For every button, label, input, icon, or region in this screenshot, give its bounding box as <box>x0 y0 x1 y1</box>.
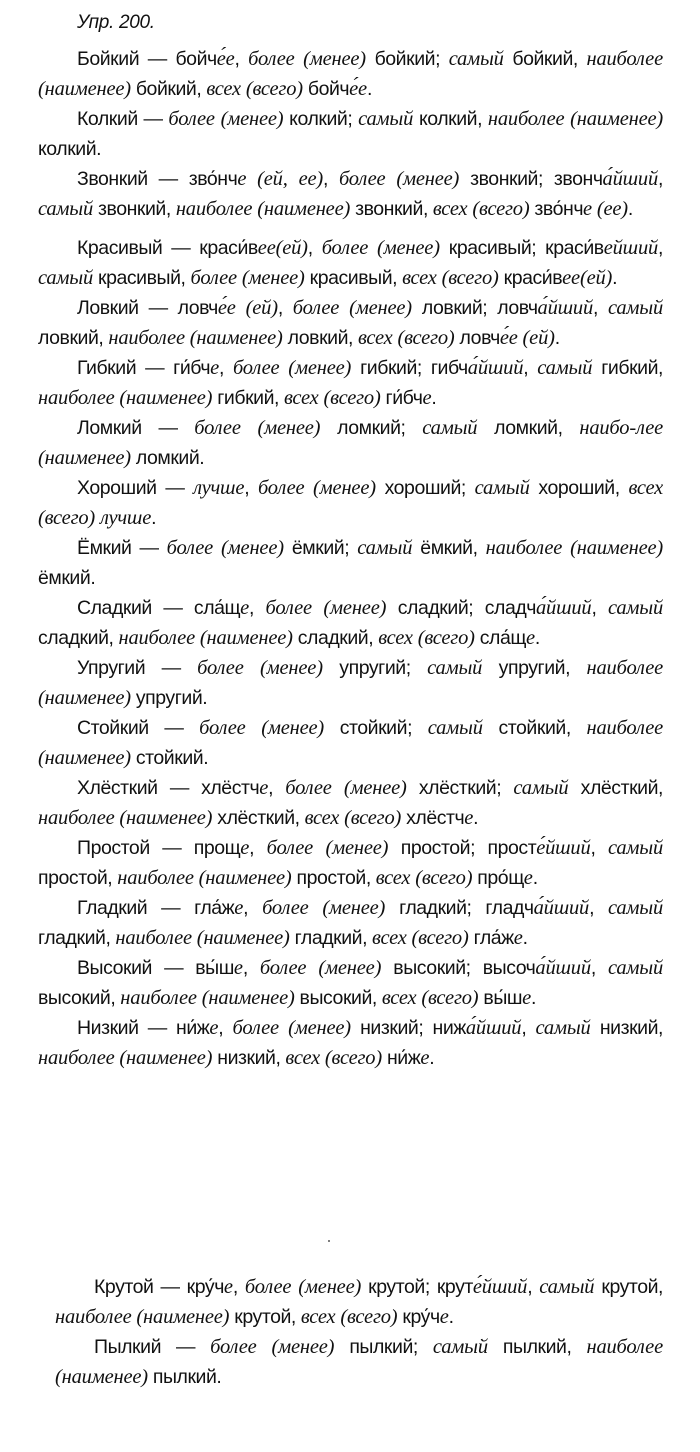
italic-form: всех (всего) <box>285 1047 382 1069</box>
exercise-page <box>38 8 663 1073</box>
plain-text: простой; прост <box>388 837 537 859</box>
plain-text: гибкий, <box>592 357 664 379</box>
plain-text: краси́в <box>498 267 563 289</box>
entry-paragraph <box>38 893 663 953</box>
italic-form: наиболее (наименее) <box>115 927 290 949</box>
italic-form: всех (всего) <box>284 387 381 409</box>
italic-form: е <box>209 1017 219 1039</box>
plain-text: . <box>431 387 437 409</box>
entry-paragraph <box>38 833 663 893</box>
plain-text: , <box>589 897 608 919</box>
italic-form: самый <box>357 537 413 559</box>
plain-text: , <box>243 897 263 919</box>
plain-text: сладкий, <box>38 627 119 649</box>
plain-text: хлёстч <box>401 807 465 829</box>
italic-form: наиболее (наименее) <box>55 1336 663 1388</box>
plain-text: Хороший — <box>77 477 194 499</box>
plain-text: про́щ <box>472 867 524 889</box>
italic-form: наиболее (наименее) <box>55 1306 230 1328</box>
italic-form: самый <box>427 657 483 679</box>
italic-form: наиболее (наименее) <box>118 627 293 649</box>
plain-text: крутой, <box>594 1276 663 1298</box>
italic-form: наибо-лее (наименее) <box>38 417 663 469</box>
plain-text: красивый, <box>304 267 403 289</box>
italic-form: е <box>234 897 244 919</box>
italic-form: более (менее) <box>166 537 284 559</box>
italic-form: всех (всего) <box>372 927 469 949</box>
plain-text: ги́бч <box>380 387 423 409</box>
scan-speck <box>328 1240 330 1242</box>
plain-text: . <box>522 927 528 949</box>
plain-text: , <box>268 777 286 799</box>
italic-form: самый <box>422 417 478 439</box>
entry-paragraph <box>38 953 663 1013</box>
plain-text: Звонкий — зво́нч <box>77 168 238 190</box>
plain-text: , <box>658 168 663 190</box>
plain-text: звонкий; звонч <box>459 168 603 190</box>
plain-text: , <box>521 1017 536 1039</box>
italic-form: самый <box>513 777 569 799</box>
plain-text: ёмкий. <box>38 567 96 589</box>
plain-text: бойкий, <box>130 78 207 100</box>
entry-paragraph <box>38 773 663 833</box>
entry-paragraph <box>38 533 663 593</box>
plain-text: ловч <box>454 327 500 349</box>
plain-text: . <box>534 627 540 649</box>
entry-paragraph <box>55 1332 663 1392</box>
plain-text: ловкий, <box>38 327 109 349</box>
italic-form: е <box>259 777 269 799</box>
entry-paragraph <box>38 164 663 224</box>
italic-form: самый <box>537 357 593 379</box>
plain-text: , <box>593 297 608 319</box>
italic-form: самый <box>535 1017 591 1039</box>
italic-form: самый <box>607 837 664 859</box>
plain-text: гла́ж <box>468 927 514 949</box>
plain-text: , <box>658 237 664 259</box>
italic-form: наиболее (наименее) <box>108 327 283 349</box>
plain-text: ёмкий, <box>412 537 486 559</box>
italic-form: более (менее) <box>285 777 407 799</box>
italic-form: более (менее) <box>259 957 382 979</box>
italic-form: а́йший <box>467 357 524 379</box>
italic-form: более (менее) <box>257 477 376 499</box>
italic-form: а́йший <box>536 597 592 619</box>
italic-form: наиболее (наименее) <box>38 1047 213 1069</box>
plain-text: . <box>448 1306 454 1328</box>
plain-text: Ловкий — ловч <box>77 297 218 319</box>
plain-text: Упругий — <box>77 657 198 679</box>
plain-text: хороший; <box>375 477 475 499</box>
italic-form: более (менее) <box>194 417 321 439</box>
italic-form: самый <box>539 1276 595 1298</box>
plain-text: колкий. <box>38 138 102 160</box>
italic-form: е <box>522 987 531 1009</box>
italic-form: самый <box>607 957 664 979</box>
italic-form: е <box>420 1047 430 1069</box>
italic-form: е́йший <box>472 1276 528 1298</box>
italic-form: е́йший <box>536 837 591 859</box>
entry-paragraph <box>55 1272 663 1332</box>
plain-text: , <box>242 957 260 979</box>
italic-form: наиболее (наименее) <box>117 867 292 889</box>
plain-text: колкий, <box>413 108 488 130</box>
entry-paragraph <box>38 293 663 353</box>
plain-text: стойкий; <box>324 717 428 739</box>
italic-form: всех (всего) лучше <box>38 477 664 529</box>
plain-text: , <box>590 837 608 859</box>
italic-form: самый <box>607 297 663 319</box>
italic-form: всех (всего) <box>432 198 530 220</box>
exercise-title: Упр. 200. <box>77 12 155 33</box>
plain-text: упругий, <box>482 657 587 679</box>
italic-form: более (менее) <box>190 267 305 289</box>
italic-form: более (менее) <box>210 1336 335 1358</box>
plain-text: простой, <box>38 867 118 889</box>
paragraph-list-lower <box>55 1272 663 1392</box>
italic-form: всех (всего) <box>381 987 479 1009</box>
italic-form: наиболее (наименее) <box>38 717 663 769</box>
plain-text: ловкий, <box>282 327 358 349</box>
plain-text: гибкий; гибч <box>351 357 468 379</box>
plain-text: , <box>323 168 339 190</box>
italic-form: е <box>513 927 523 949</box>
plain-text: гладкий, <box>289 927 373 949</box>
plain-text: . <box>530 987 536 1009</box>
plain-text: гладкий, <box>38 927 116 949</box>
plain-text: пылкий, <box>487 1336 587 1358</box>
italic-form: а́йший <box>537 297 594 319</box>
italic-form: е́е <box>349 78 367 100</box>
exercise-continuation <box>55 1272 663 1392</box>
plain-text: Крутой — кру́ч <box>94 1276 224 1298</box>
italic-form: более (менее) <box>248 48 366 70</box>
plain-text: низкий, <box>212 1047 286 1069</box>
italic-form: е <box>210 357 219 379</box>
plain-text: хлёсткий, <box>212 807 305 829</box>
italic-form: а́йший <box>535 957 591 979</box>
plain-text: Бойкий — бойч <box>77 48 217 70</box>
plain-text: сла́щ <box>474 627 526 649</box>
plain-text: , <box>307 237 322 259</box>
plain-text: . <box>554 327 560 349</box>
plain-text: красивый; краси́в <box>439 237 604 259</box>
italic-form: наиболее (наименее) <box>38 657 664 709</box>
italic-form: ее(ей) <box>257 237 308 259</box>
italic-form: е <box>525 627 535 649</box>
italic-form: самый <box>448 48 504 70</box>
italic-form: самый <box>38 198 94 220</box>
italic-form: наиболее (наименее) <box>38 48 663 100</box>
plain-text: . <box>366 78 372 100</box>
italic-form: самый <box>607 897 664 919</box>
italic-form: е <box>240 837 250 859</box>
italic-form: наиболее (наименее) <box>120 987 295 1009</box>
plain-text: , <box>527 1276 540 1298</box>
plain-text: зво́нч <box>529 198 584 220</box>
italic-form: более (менее) <box>197 657 323 679</box>
entry-paragraph <box>38 353 663 413</box>
italic-form: самый <box>432 1336 488 1358</box>
italic-form: более (менее) <box>265 597 387 619</box>
plain-text: Высокий — вы́ш <box>77 957 234 979</box>
italic-form: ее(ей) <box>562 267 613 289</box>
italic-form: е (ей, ее) <box>237 168 324 190</box>
plain-text: бойкий, <box>503 48 587 70</box>
plain-text: , <box>234 48 249 70</box>
entry-paragraph <box>38 653 663 713</box>
plain-text: . <box>612 267 618 289</box>
plain-text: . <box>151 507 157 529</box>
italic-form: наиболее (наименее) <box>485 537 663 559</box>
plain-text: красивый, <box>93 267 191 289</box>
plain-text: Простой — прощ <box>77 837 241 859</box>
plain-text: , <box>523 357 538 379</box>
italic-form: всех (всего) <box>375 867 473 889</box>
plain-text: , <box>218 1017 233 1039</box>
plain-text: пылкий. <box>147 1366 222 1388</box>
italic-form: ейший <box>603 237 659 259</box>
plain-text: Сладкий — сла́щ <box>77 597 241 619</box>
plain-text: , <box>249 597 266 619</box>
italic-form: более (менее) <box>232 1017 351 1039</box>
italic-form: более (менее) <box>321 237 440 259</box>
plain-text: Низкий — ни́ж <box>77 1017 210 1039</box>
plain-text: сладкий, <box>292 627 379 649</box>
plain-text: Колкий — <box>77 108 169 130</box>
plain-text: Пылкий — <box>94 1336 211 1358</box>
plain-text: хлёсткий; <box>406 777 514 799</box>
plain-text: вы́ш <box>478 987 523 1009</box>
plain-text: , <box>590 957 608 979</box>
italic-form: всех (всего) <box>206 78 303 100</box>
plain-text: звонкий, <box>93 198 176 220</box>
plain-text: ёмкий; <box>283 537 358 559</box>
plain-text: кру́ч <box>397 1306 440 1328</box>
italic-form: всех (всего) <box>357 327 455 349</box>
plain-text: высокий; высоч <box>381 957 536 979</box>
italic-form: самый <box>607 597 664 619</box>
plain-text: Хлёсткий — хлёстч <box>77 777 260 799</box>
italic-form: наиболее (наименее) <box>487 108 663 130</box>
italic-form: самый <box>38 267 94 289</box>
italic-form: е́е <box>216 48 235 70</box>
entry-paragraph <box>38 44 663 104</box>
plain-text: простой, <box>291 867 376 889</box>
italic-form: всех (всего) <box>300 1306 398 1328</box>
plain-text: . <box>473 807 479 829</box>
plain-text: Стойкий — <box>77 717 200 739</box>
plain-text: Ёмкий — <box>77 537 167 559</box>
italic-form: наиболее (наименее) <box>38 387 213 409</box>
plain-text: , <box>244 477 258 499</box>
italic-form: а́йший <box>602 168 659 190</box>
italic-form: а́йший <box>465 1017 522 1039</box>
plain-text: Гибкий — ги́бч <box>77 357 211 379</box>
italic-form: всех (всего) <box>304 807 402 829</box>
plain-text: . <box>627 198 633 220</box>
italic-form: более (менее) <box>244 1276 362 1298</box>
italic-form: е <box>523 867 533 889</box>
plain-text: стойкий. <box>130 747 209 769</box>
italic-form: самый <box>358 108 414 130</box>
italic-form: е <box>439 1306 449 1328</box>
entry-paragraph <box>38 104 663 164</box>
plain-text: ни́ж <box>382 1047 421 1069</box>
plain-text: ломкий, <box>477 417 580 439</box>
plain-text: . <box>429 1047 435 1069</box>
plain-text: , <box>277 297 293 319</box>
italic-form: е <box>233 957 243 979</box>
italic-form: е <box>464 807 474 829</box>
plain-text: гибкий, <box>212 387 284 409</box>
italic-form: более (менее) <box>338 168 460 190</box>
plain-text: ломкий. <box>130 447 205 469</box>
paragraph-list <box>38 44 663 1073</box>
italic-form: более (менее) <box>292 297 412 319</box>
plain-text: упругий; <box>322 657 428 679</box>
italic-form: более (менее) <box>199 717 325 739</box>
italic-form: всех (всего) <box>378 627 475 649</box>
plain-text: гладкий; гладч <box>385 897 534 919</box>
plain-text: хороший, <box>529 477 629 499</box>
entry-paragraph <box>38 593 663 653</box>
plain-text: бойкий; <box>365 48 449 70</box>
italic-form: более (менее) <box>266 837 389 859</box>
plain-text: сладкий; сладч <box>386 597 536 619</box>
plain-text: звонкий, <box>350 198 433 220</box>
entry-paragraph <box>38 413 663 473</box>
italic-form: е <box>240 597 250 619</box>
plain-text: крутой; крут <box>361 1276 473 1298</box>
italic-form: более (менее) <box>168 108 284 130</box>
plain-text: колкий; <box>283 108 359 130</box>
plain-text: бойч <box>302 78 350 100</box>
italic-form: всех (всего) <box>402 267 499 289</box>
italic-form: е <box>223 1276 233 1298</box>
plain-text: низкий, <box>590 1017 663 1039</box>
italic-form: наиболее (наименее) <box>38 807 213 829</box>
plain-text: низкий; ниж <box>350 1017 466 1039</box>
italic-form: самый <box>474 477 530 499</box>
plain-text: Гладкий — гла́ж <box>77 897 235 919</box>
entry-paragraph <box>38 713 663 773</box>
plain-text: хлёсткий, <box>568 777 664 799</box>
entry-paragraph <box>38 1013 663 1073</box>
plain-text: ломкий; <box>320 417 423 439</box>
italic-form: лучше <box>193 477 245 499</box>
plain-text: Красивый — краси́в <box>77 237 258 259</box>
plain-text: крутой, <box>229 1306 301 1328</box>
italic-form: наиболее (наименее) <box>175 198 351 220</box>
plain-text: высокий, <box>294 987 382 1009</box>
italic-form: е <box>422 387 432 409</box>
plain-text: ловкий; ловч <box>411 297 538 319</box>
plain-text: пылкий; <box>334 1336 433 1358</box>
plain-text: , <box>249 837 267 859</box>
entry-paragraph <box>38 233 663 293</box>
plain-text: , <box>232 1276 245 1298</box>
plain-text: , <box>218 357 233 379</box>
plain-text: . <box>532 867 538 889</box>
entry-paragraph <box>38 473 663 533</box>
italic-form: е́е (ей) <box>217 297 278 319</box>
italic-form: е (ее) <box>583 198 628 220</box>
italic-form: а́йший <box>533 897 590 919</box>
plain-text: высокий, <box>38 987 121 1009</box>
italic-form: более (менее) <box>232 357 352 379</box>
plain-text: , <box>591 597 608 619</box>
italic-form: е́е (ей) <box>499 327 555 349</box>
plain-text: Ломкий — <box>77 417 195 439</box>
italic-form: самый <box>427 717 483 739</box>
italic-form: более (менее) <box>262 897 386 919</box>
plain-text: упругий. <box>130 687 208 709</box>
plain-text: стойкий, <box>482 717 587 739</box>
